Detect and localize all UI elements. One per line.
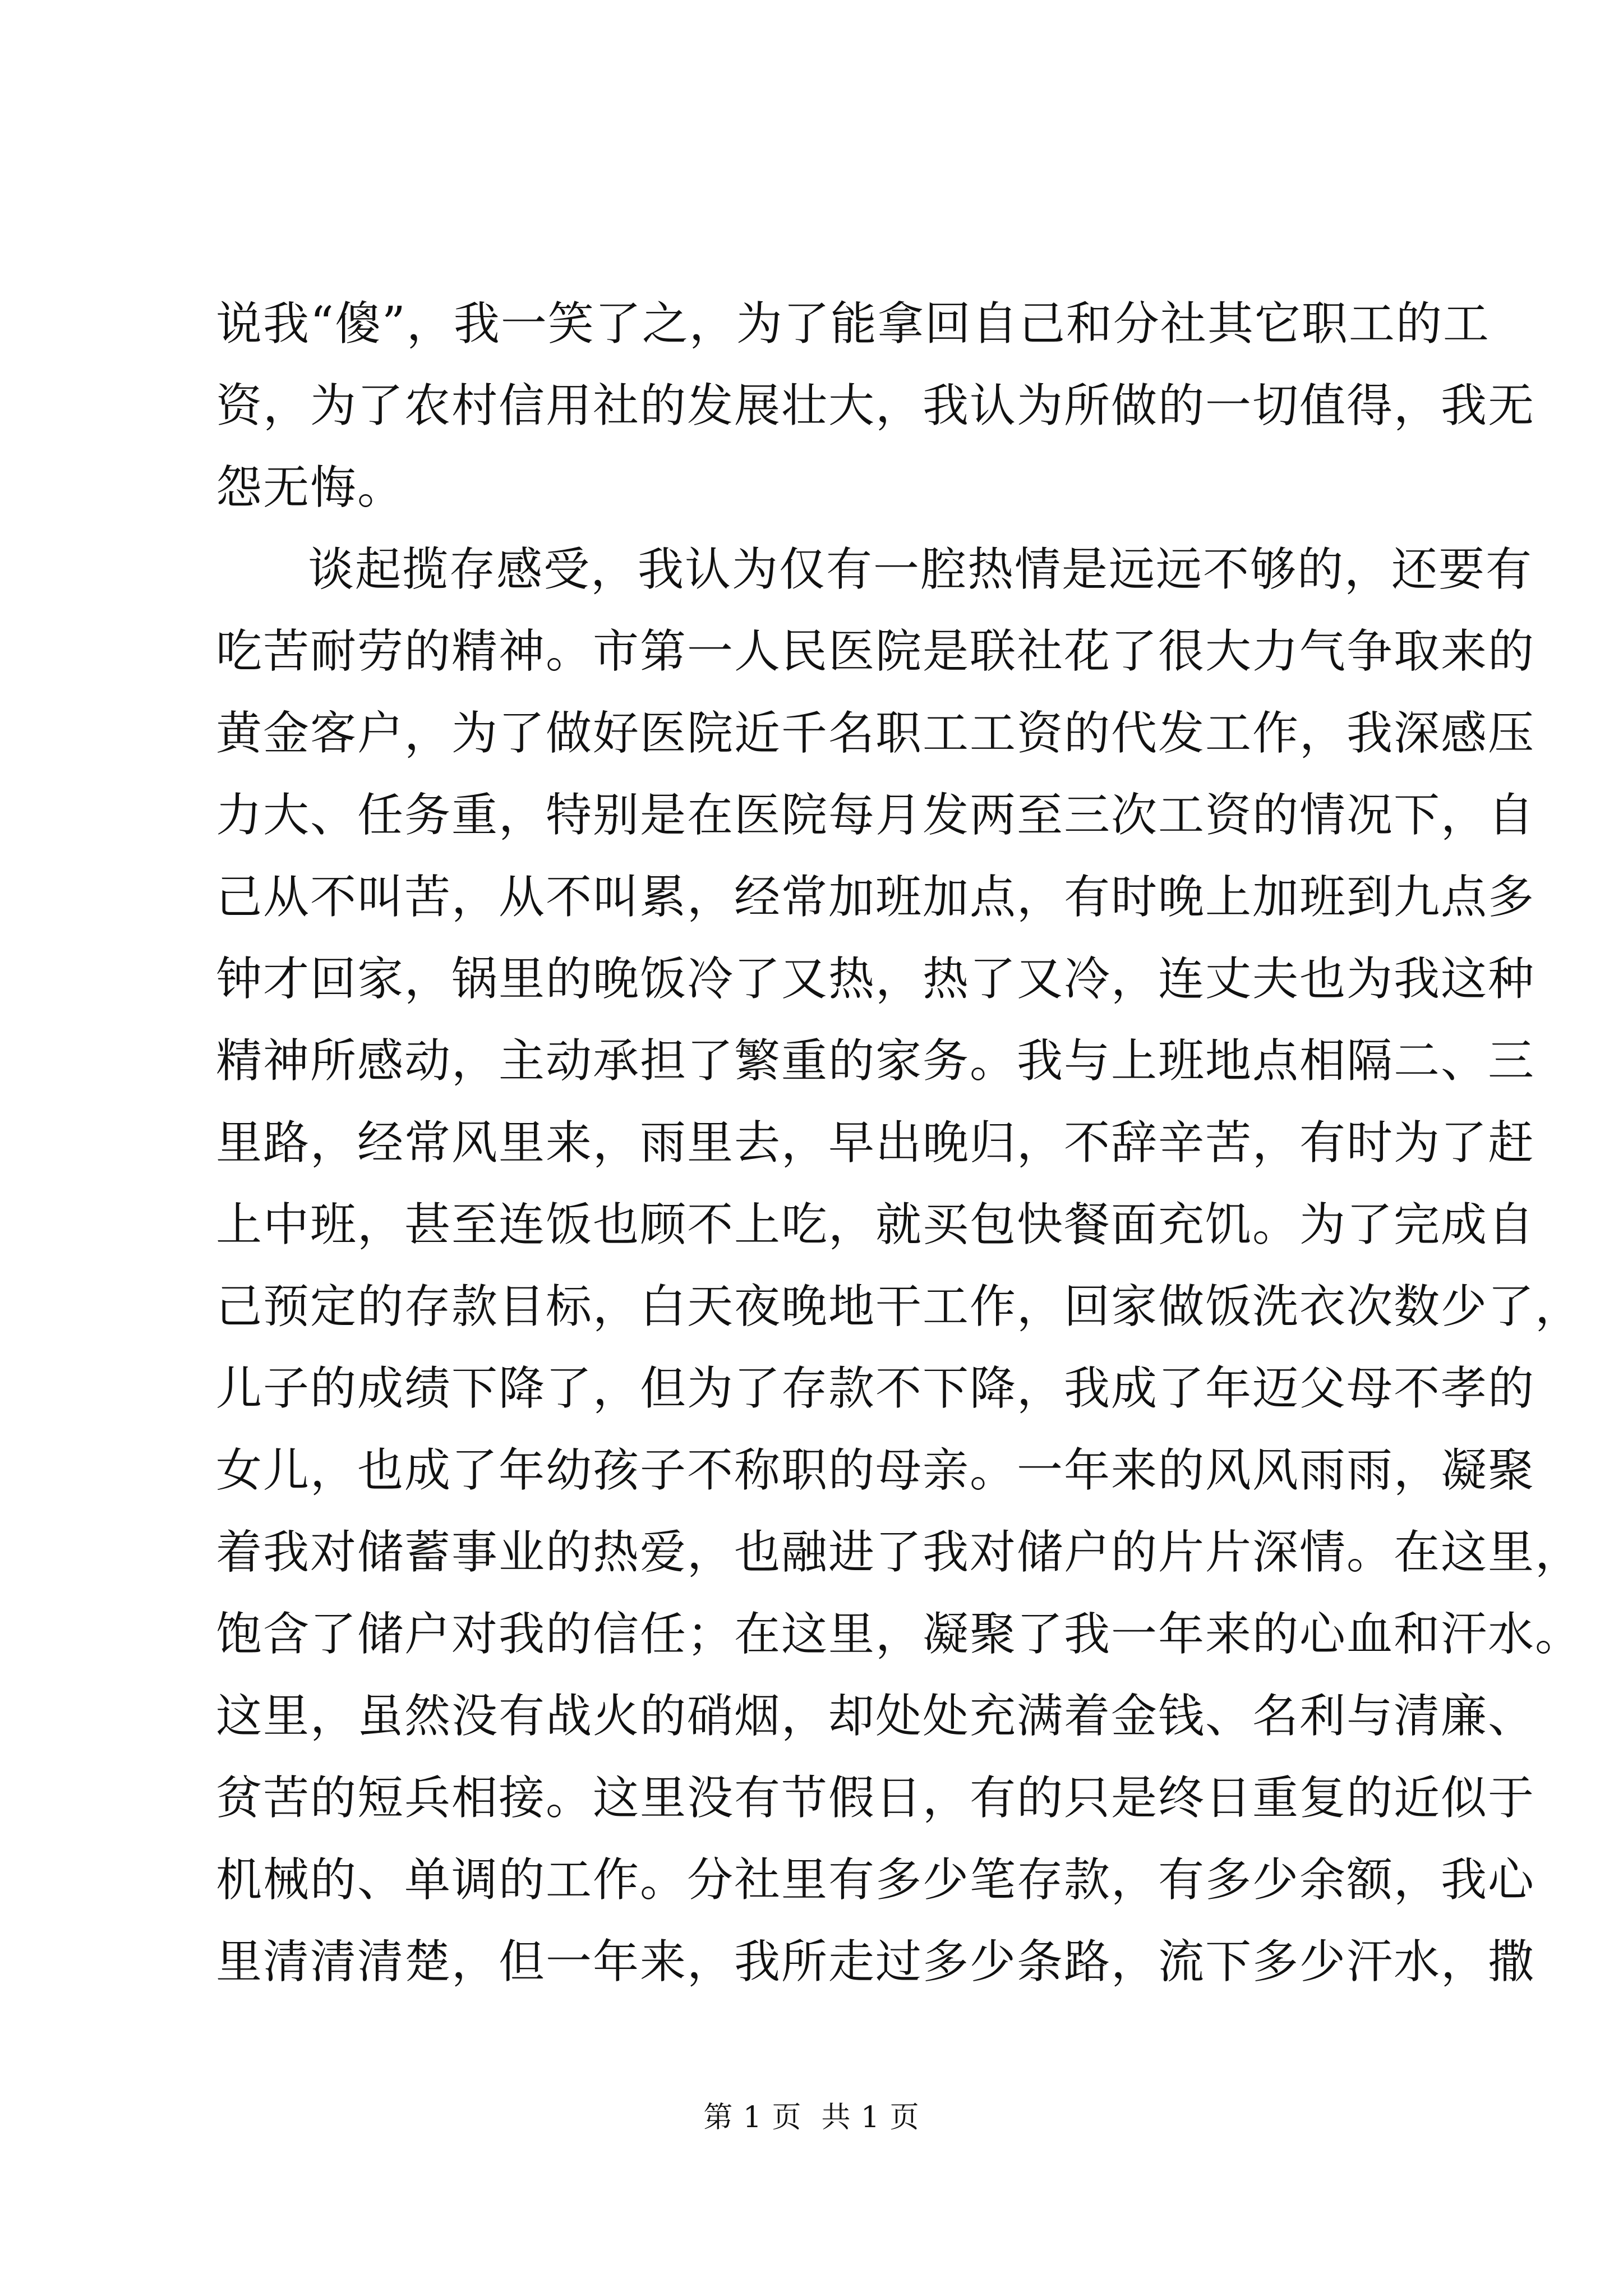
page-number-label: 第 1 页 共 1 页 [703, 2101, 920, 2134]
text-line: 女儿，也成了年幼孩子不称职的母亲。一年来的风风雨雨，凝聚 [216, 1444, 1536, 1497]
text-line: 钟才回家，锅里的晚饭冷了又热，热了又冷，连丈夫也为我这种 [216, 953, 1536, 1006]
text-line: 说我“傻”，我一笑了之，为了能拿回自己和分社其它职工的工 [216, 297, 1490, 351]
text-line: 吃苦耐劳的精神。市第一人民医院是联社花了很大力气争取来的 [216, 625, 1536, 678]
text-line: 上中班，甚至连饭也顾不上吃，就买包快餐面充饥。为了完成自 [216, 1198, 1536, 1251]
text-line: 儿子的成绩下降了，但为了存款不下降，我成了年迈父母不孝的 [216, 1362, 1536, 1415]
text-line: 贫苦的短兵相接。这里没有节假日，有的只是终日重复的近似于 [216, 1772, 1536, 1825]
text-line: 着我对储蓄事业的热爱，也融进了我对储户的片片深情。在这里， [216, 1526, 1583, 1579]
text-line: 这里，虽然没有战火的硝烟，却处处充满着金钱、名利与清廉、 [216, 1690, 1536, 1743]
text-line: 里路，经常风里来，雨里去，早出晚归，不辞辛苦，有时为了赶 [216, 1116, 1536, 1170]
text-line: 饱含了储户对我的信任；在这里，凝聚了我一年来的心血和汗水。 [216, 1608, 1583, 1661]
paragraph-start-line: 谈起揽存感受，我认为仅有一腔热情是远远不够的，还要有 [308, 543, 1533, 596]
text-line: 黄金客户，为了做好医院近千名职工工资的代发工作，我深感压 [216, 707, 1536, 760]
text-line: 己从不叫苦，从不叫累，经常加班加点，有时晚上加班到九点多 [216, 871, 1536, 924]
text-line: 力大、任务重，特别是在医院每月发两至三次工资的情况下，自 [216, 789, 1536, 842]
text-line: 怨无悔。 [216, 461, 405, 514]
page-footer [0, 2098, 1623, 2137]
body-text [216, 283, 1583, 2003]
text-line: 里清清清楚，但一年来，我所走过多少条路，流下多少汗水，撒 [216, 1935, 1536, 1989]
text-line: 资，为了农村信用社的发展壮大，我认为所做的一切值得，我无 [216, 379, 1536, 432]
text-line: 机械的、单调的工作。分社里有多少笔存款，有多少余额，我心 [216, 1853, 1536, 1907]
text-line: 己预定的存款目标，白天夜晚地干工作，回家做饭洗衣次数少了， [216, 1280, 1583, 1333]
text-line: 精神所感动，主动承担了繁重的家务。我与上班地点相隔二、三 [216, 1034, 1536, 1088]
